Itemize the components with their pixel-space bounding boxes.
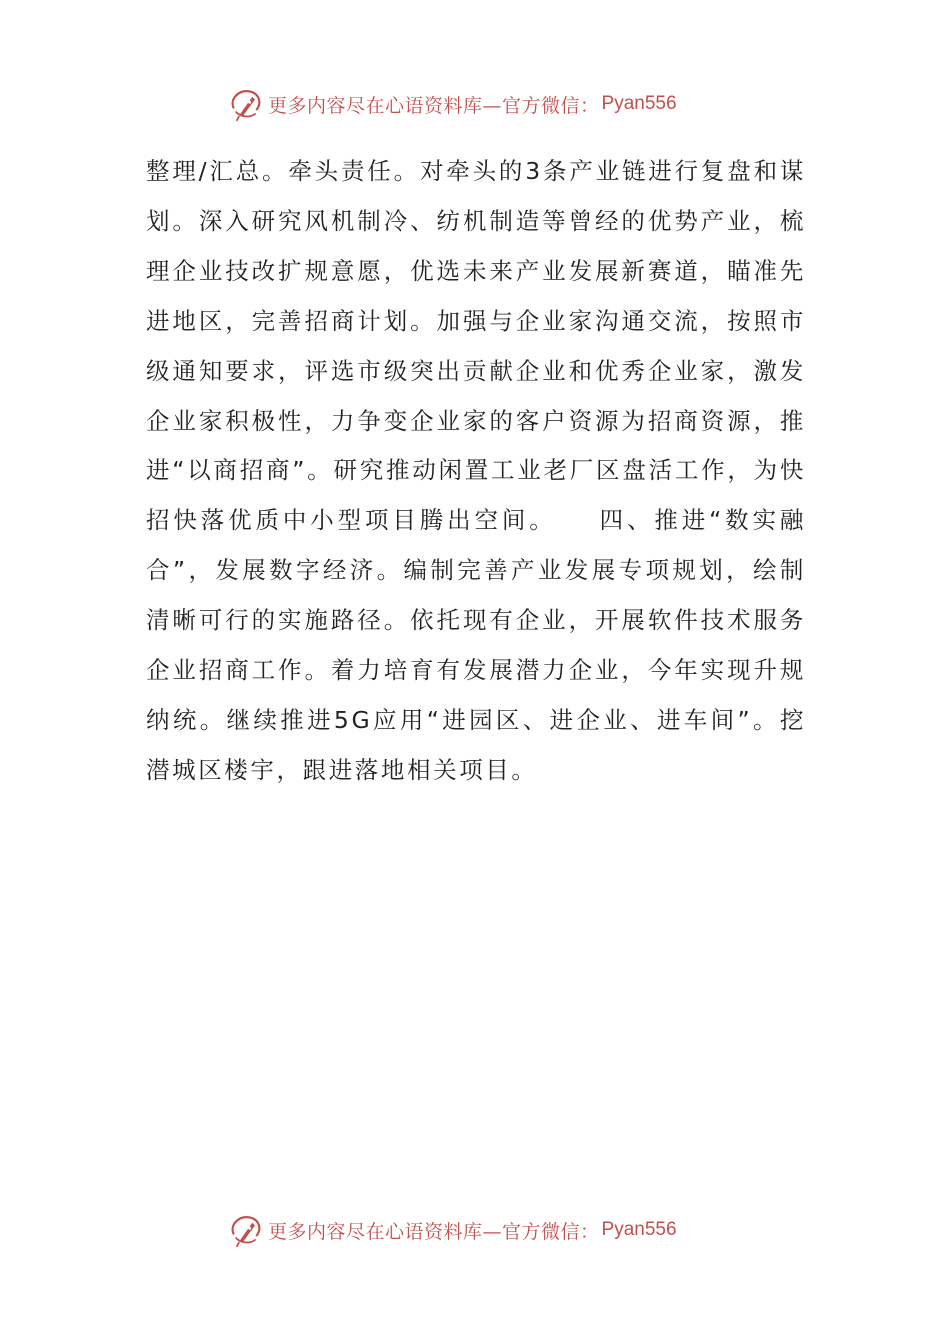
- document-body-paragraph: 整理/汇总。牵头责任。对牵头的3条产业链进行复盘和谋划。深入研究风机制冷、纺机制造等曾经的优势产业，梳理企业技改扩规意愿，优选未来产业发展新赛道，瞄准先进地区，完善招商计划。加强与企业家沟通交流，按照市级通知要求，评选市级突出贡献企业和优秀企业家，激发企业家积极性，力争变企业家的客户资源为招商资源，推进“以商招商”。研究推动闲置工业老厂区盘活工作，为快招快落优质中小型项目腾出空间。 四、推进“数实融合”，发展数字经济。编制完善产业发展专项规划，绘制清晰可行的实施路径。依托现有企业，开展软件技术服务企业招商工作。着力培育有发展潜力企业，今年实现升规纳统。继续推进5G应用“进园区、进企业、进车间”。挖潜城区楼宇，跟进落地相关项目。: [146, 157, 806, 784]
- watermark-text: 更多内容尽在心语资料库—官方微信：: [268, 1220, 600, 1243]
- pen-nib-swirl-icon: [228, 1212, 264, 1248]
- header-watermark: [228, 84, 677, 124]
- watermark-text: 更多内容尽在心语资料库—官方微信：: [268, 94, 600, 117]
- footer-watermark: [228, 1210, 677, 1250]
- watermark-wechat-id: Pyan556: [601, 1219, 677, 1240]
- pen-nib-swirl-icon: [228, 86, 264, 122]
- watermark-wechat-id: Pyan556: [601, 93, 677, 114]
